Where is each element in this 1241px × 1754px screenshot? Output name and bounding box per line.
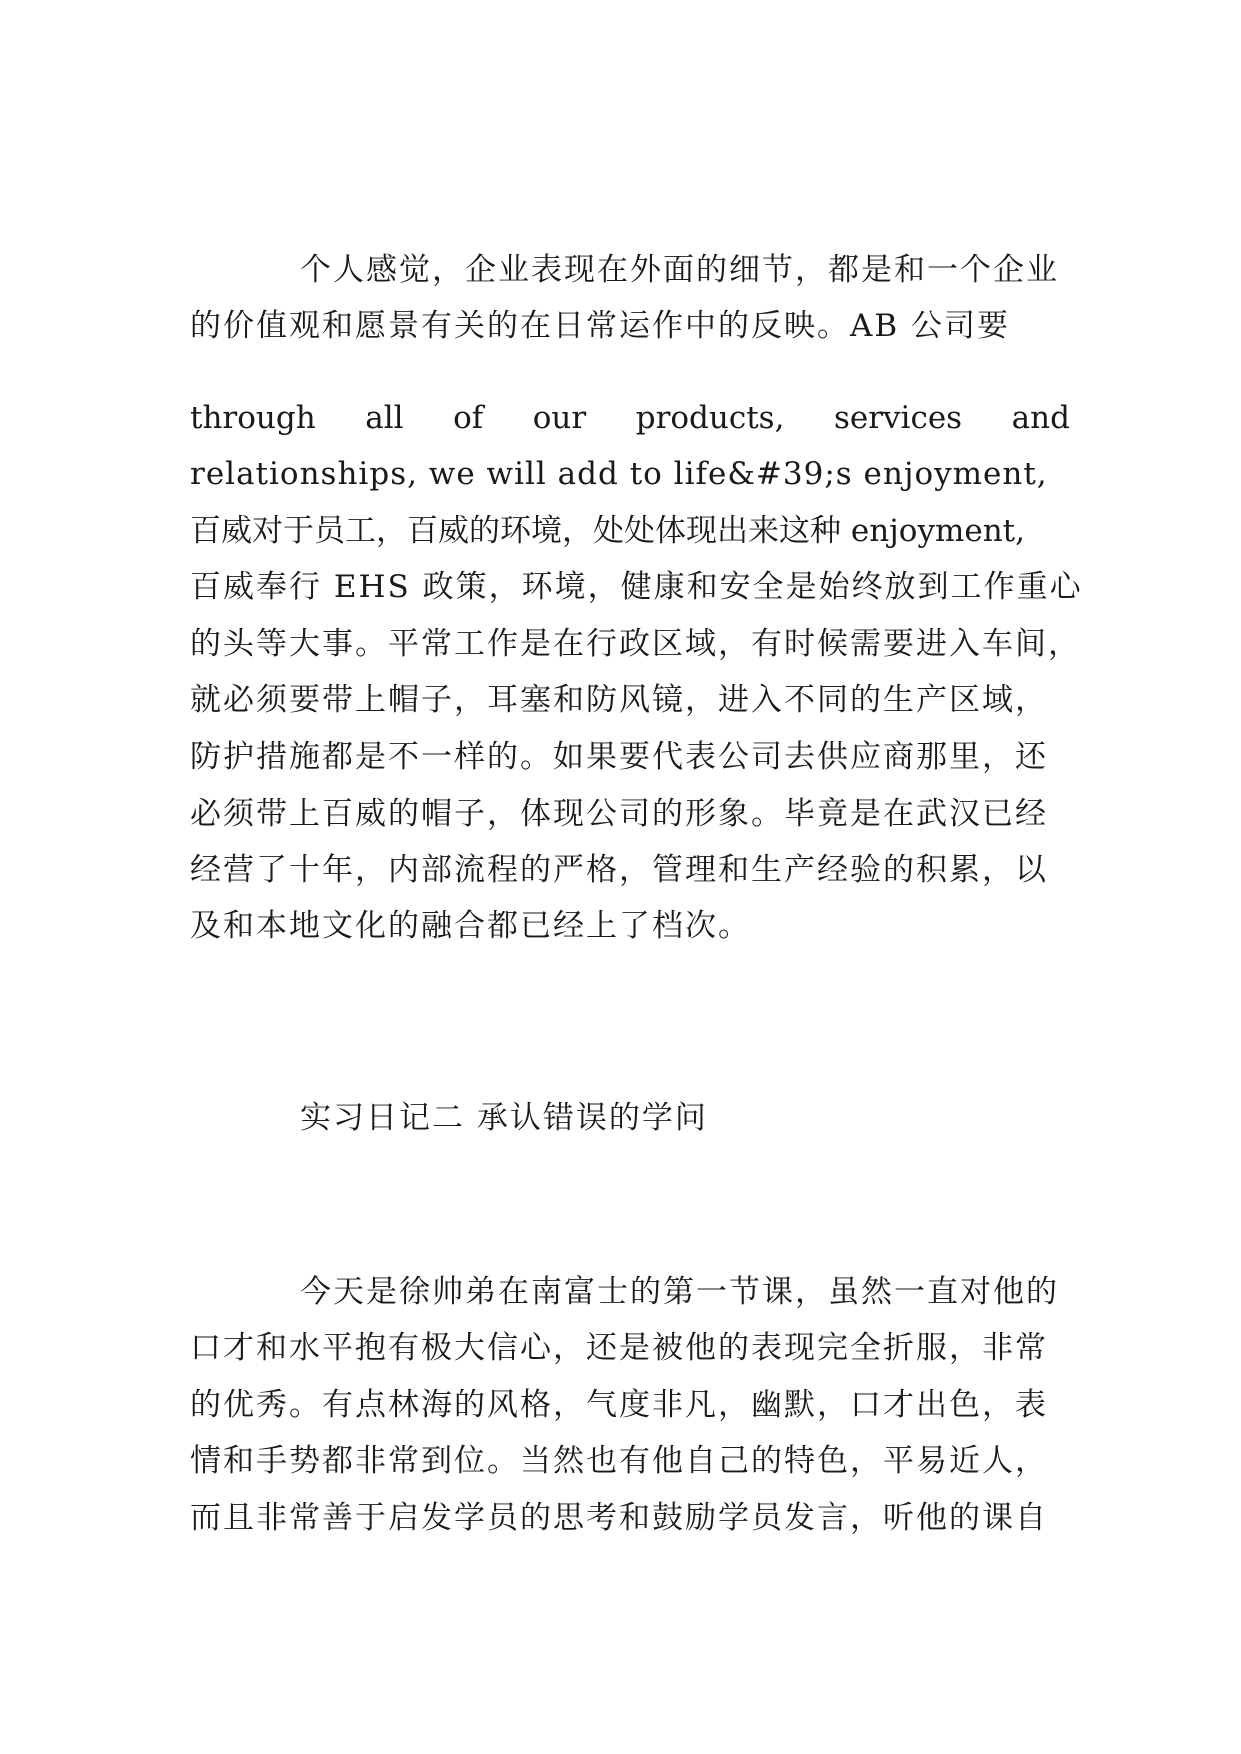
justified-word: and <box>1011 400 1070 436</box>
paragraph-1-line-7: 的头等大事。平常工作是在行政区域，有时候需要进入车间， <box>190 626 1081 662</box>
section-heading: 实习日记二 承认错误的学问 <box>300 1100 708 1136</box>
justified-word: all <box>365 400 404 436</box>
paragraph-2-line-3: 的优秀。有点林海的风格，气度非凡，幽默，口才出色，表 <box>190 1387 1048 1423</box>
justified-word: our <box>532 400 587 436</box>
paragraph-1-line-10: 必须带上百威的帽子，体现公司的形象。毕竟是在武汉已经 <box>190 796 1048 832</box>
justified-word: through <box>190 400 316 436</box>
paragraph-1-line-3 <box>190 398 1070 438</box>
paragraph-2-line-2: 口才和水平抱有极大信心，还是被他的表现完全折服，非常 <box>190 1330 1048 1366</box>
paragraph-1-line-4: relationships, we will add to life&#39;s enjoyment, <box>190 456 1048 492</box>
paragraph-1-line-12: 及和本地文化的融合都已经上了档次。 <box>190 908 751 944</box>
paragraph-2-line-5: 而且非常善于启发学员的思考和鼓励学员发言，听他的课自 <box>190 1500 1048 1536</box>
paragraph-1-line-11: 经营了十年，内部流程的严格，管理和生产经验的积累，以 <box>190 852 1048 888</box>
paragraph-2-line-4: 情和手势都非常到位。当然也有他自己的特色，平易近人， <box>190 1443 1048 1479</box>
justified-word: of <box>453 400 484 436</box>
paragraph-1-line-1: 个人感觉，企业表现在外面的细节，都是和一个企业 <box>300 252 1059 288</box>
paragraph-1-line-6: 百威奉行 EHS 政策，环境，健康和安全是始终放到工作重心 <box>190 569 1083 605</box>
justified-word: services <box>833 400 963 436</box>
paragraph-1-line-5: 百威对于员工，百威的环境，处处体现出来这种 enjoyment, <box>190 513 1025 549</box>
justified-word: products, <box>635 400 785 436</box>
paragraph-1-line-9: 防护措施都是不一样的。如果要代表公司去供应商那里，还 <box>190 739 1048 775</box>
paragraph-2-line-1: 今天是徐帅弟在南富士的第一节课，虽然一直对他的 <box>300 1274 1059 1310</box>
paragraph-1-line-2: 的价值观和愿景有关的在日常运作中的反映。AB 公司要 <box>190 308 1011 344</box>
paragraph-1-line-8: 就必须要带上帽子，耳塞和防风镜，进入不同的生产区域， <box>190 682 1048 718</box>
